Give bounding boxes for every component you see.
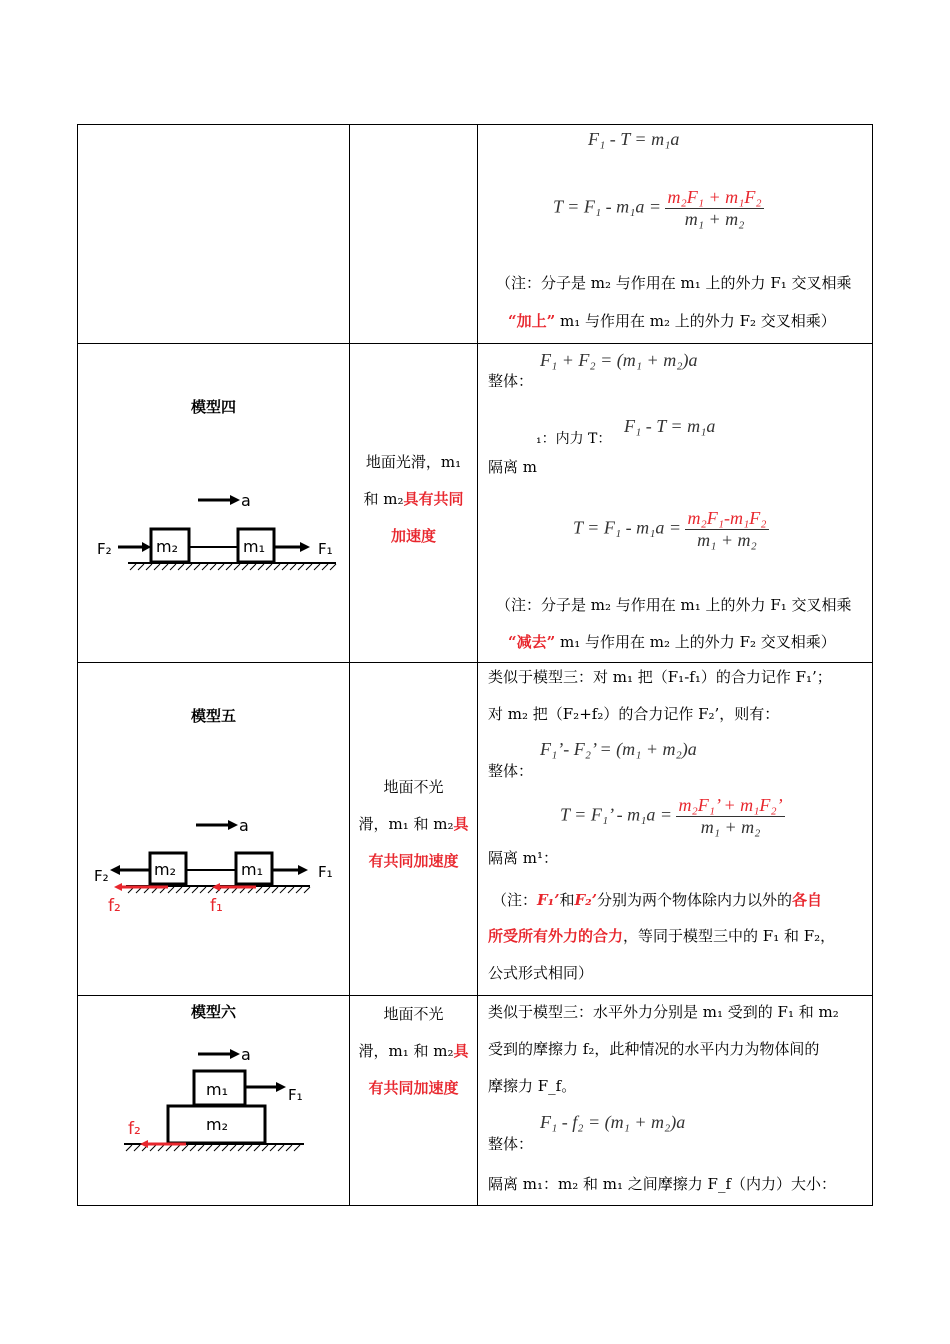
- formula-lhs: T = F₁’ - m₁a =: [560, 804, 672, 825]
- model5-title: 模型五: [190, 707, 236, 725]
- model5-figure-cell: [78, 663, 350, 996]
- condition-line: 地面不光: [383, 778, 444, 796]
- force-f1-label: F₁: [318, 863, 333, 881]
- note-emphasis: F₁’: [537, 891, 560, 909]
- text-line-3: 摩擦力 F_f。: [488, 1077, 577, 1095]
- model6-formula-cell: [478, 996, 873, 1206]
- condition-emphasis: 具有共同: [403, 490, 464, 508]
- note-line-1: [492, 889, 822, 910]
- model6-title: 模型六: [190, 1003, 236, 1021]
- model5-condition-cell: [350, 663, 478, 996]
- note-line-3: 公式形式相同）: [488, 964, 594, 982]
- whole-formula: F₁ + F₂ = (m₁ + m₂)a: [540, 350, 698, 370]
- row-top-col2: [350, 125, 478, 344]
- model4-formula-cell: [478, 344, 873, 663]
- note-emphasis: “加上”: [508, 312, 556, 330]
- friction-f2-label: f₂: [128, 1119, 141, 1139]
- fraction: [665, 187, 763, 230]
- formula-f1-minus-t: F₁ - T = m₁a: [588, 129, 680, 149]
- condition-line: 地面光滑，m₁: [365, 453, 462, 471]
- tension-formula: [573, 508, 769, 551]
- condition-line: 有共同加速度: [368, 852, 459, 870]
- note-text: ，等同于模型三中的 F₁ 和 F₂，: [623, 927, 836, 945]
- whole-label: 整体：: [488, 1135, 534, 1153]
- model4-diagram: [78, 344, 349, 663]
- fraction-numerator: m₂F₁’ + m₁F₂’: [678, 795, 783, 815]
- inner-formula: F₁ - T = m₁a: [624, 416, 716, 436]
- block-m2-label: m₂: [156, 537, 178, 556]
- model6-condition-cell: [350, 996, 478, 1206]
- tension-formula: [560, 795, 785, 838]
- condition-text: 滑，m₁ 和 m₂: [358, 815, 454, 833]
- isolate-label: 隔离 m₁：m₂ 和 m₁ 之间摩擦力 F_f（内力）大小：: [488, 1175, 837, 1193]
- text-line-2: 对 m₂ 把（F₂+f₂）的合力记作 F₂’，则有：: [488, 705, 780, 723]
- models-table: [77, 124, 873, 1206]
- note-line-1: （注：分子是 m₂ 与作用在 m₁ 上的外力 F₁ 交叉相乘: [496, 274, 852, 292]
- condition-line: [350, 1033, 477, 1070]
- formula-lhs: T = F₁ - m₁a =: [553, 196, 661, 217]
- note-line-2: [508, 310, 836, 331]
- condition-text: 滑，m₁ 和 m₂: [358, 1042, 454, 1060]
- fraction-numerator: m₂F₁ + m₁F₂: [667, 187, 762, 207]
- model4-figure-cell: [78, 344, 350, 663]
- text-line-2: 受到的摩擦力 f₂，此种情况的水平内力为物体间的: [488, 1040, 820, 1058]
- note-text: 和: [559, 891, 575, 909]
- accel-label: a: [239, 816, 249, 835]
- condition-line: [350, 806, 477, 843]
- accel-label: a: [241, 1045, 251, 1064]
- isolate-label: 隔离 m¹：: [488, 849, 559, 867]
- formula-tension: [553, 187, 764, 230]
- friction-f2-label: f₂: [108, 896, 121, 916]
- condition-emphasis: 具: [453, 815, 469, 833]
- note-line-2: [508, 631, 836, 652]
- accel-label: a: [241, 491, 251, 510]
- ground-hatch: [126, 1145, 300, 1151]
- note-text: （注：: [492, 891, 538, 909]
- block-m2-label: m₂: [206, 1115, 228, 1134]
- condition-text: 和 m₂: [363, 490, 404, 508]
- friction-f1-label: f₁: [210, 896, 223, 916]
- model5-diagram: [78, 663, 349, 996]
- model6-figure-cell: [78, 996, 350, 1206]
- block-m1-label: m₁: [243, 537, 265, 556]
- note-rest: m₁ 与作用在 m₂ 上的外力 F₂ 交叉相乘）: [555, 633, 836, 651]
- isolate-label: 隔离 m: [488, 458, 537, 476]
- formula-lhs: T = F₁ - m₁a =: [573, 517, 681, 538]
- fraction: [685, 508, 768, 551]
- model5-condition: [350, 663, 477, 880]
- note-emphasis: 各自: [791, 891, 822, 909]
- whole-formula: F₁’- F₂’ = (m₁ + m₂)a: [540, 739, 697, 759]
- condition-emphasis: 具: [453, 1042, 469, 1060]
- fraction-numerator: m₂F₁-m₁F₂: [687, 508, 767, 528]
- condition-line: 有共同加速度: [368, 1079, 459, 1097]
- force-f2-label: F₂: [94, 867, 109, 885]
- note-emphasis: “减去”: [508, 633, 556, 651]
- fraction-denominator: m₁ + m₂: [697, 530, 757, 550]
- block-m1-label: m₁: [206, 1080, 228, 1099]
- ground-hatch: [130, 564, 336, 570]
- fraction: [676, 795, 784, 838]
- whole-label: 整体：: [488, 762, 534, 780]
- note-emphasis: F₂’: [574, 891, 597, 909]
- condition-line: [350, 481, 477, 518]
- fraction-denominator: m₁ + m₂: [700, 817, 761, 837]
- model4-condition: [350, 344, 477, 555]
- note-line-1: （注：分子是 m₂ 与作用在 m₁ 上的外力 F₁ 交叉相乘: [496, 596, 852, 614]
- note-rest: m₁ 与作用在 m₂ 上的外力 F₂ 交叉相乘）: [555, 312, 836, 330]
- note-emphasis: 所受所有外力的合力: [488, 927, 624, 945]
- note-text: 分别为两个物体除内力以外的: [596, 891, 792, 909]
- condition-line: 加速度: [390, 527, 436, 545]
- text-line-1: 类似于模型三：水平外力分别是 m₁ 受到的 F₁ 和 m₂: [488, 1003, 839, 1021]
- model6-condition: [350, 996, 477, 1107]
- fraction-denominator: m₁ + m₂: [684, 209, 745, 229]
- text-line-1: 类似于模型三：对 m₁ 把（F₁-f₁）的合力记作 F₁’；: [488, 668, 832, 686]
- model4-condition-cell: [350, 344, 478, 663]
- condition-line: 地面不光: [383, 1005, 444, 1023]
- note-line-2: [488, 925, 835, 946]
- model4-title: 模型四: [190, 398, 236, 416]
- inner-force-label: ₁：内力 T：: [536, 431, 612, 447]
- row-top-col3: [478, 125, 873, 344]
- model6-diagram: [78, 996, 349, 1206]
- force-f1-label: F₁: [288, 1086, 303, 1104]
- block-m1-label: m₁: [241, 860, 263, 879]
- force-f2-label: F₂: [97, 540, 112, 558]
- block-m2-label: m₂: [154, 860, 176, 879]
- model5-formula-cell: [478, 663, 873, 996]
- force-f1-label: F₁: [318, 540, 333, 558]
- whole-formula: F₁ - f₂ = (m₁ + m₂)a: [540, 1112, 686, 1132]
- whole-label: 整体：: [488, 372, 534, 390]
- row-top-col1: [78, 125, 350, 344]
